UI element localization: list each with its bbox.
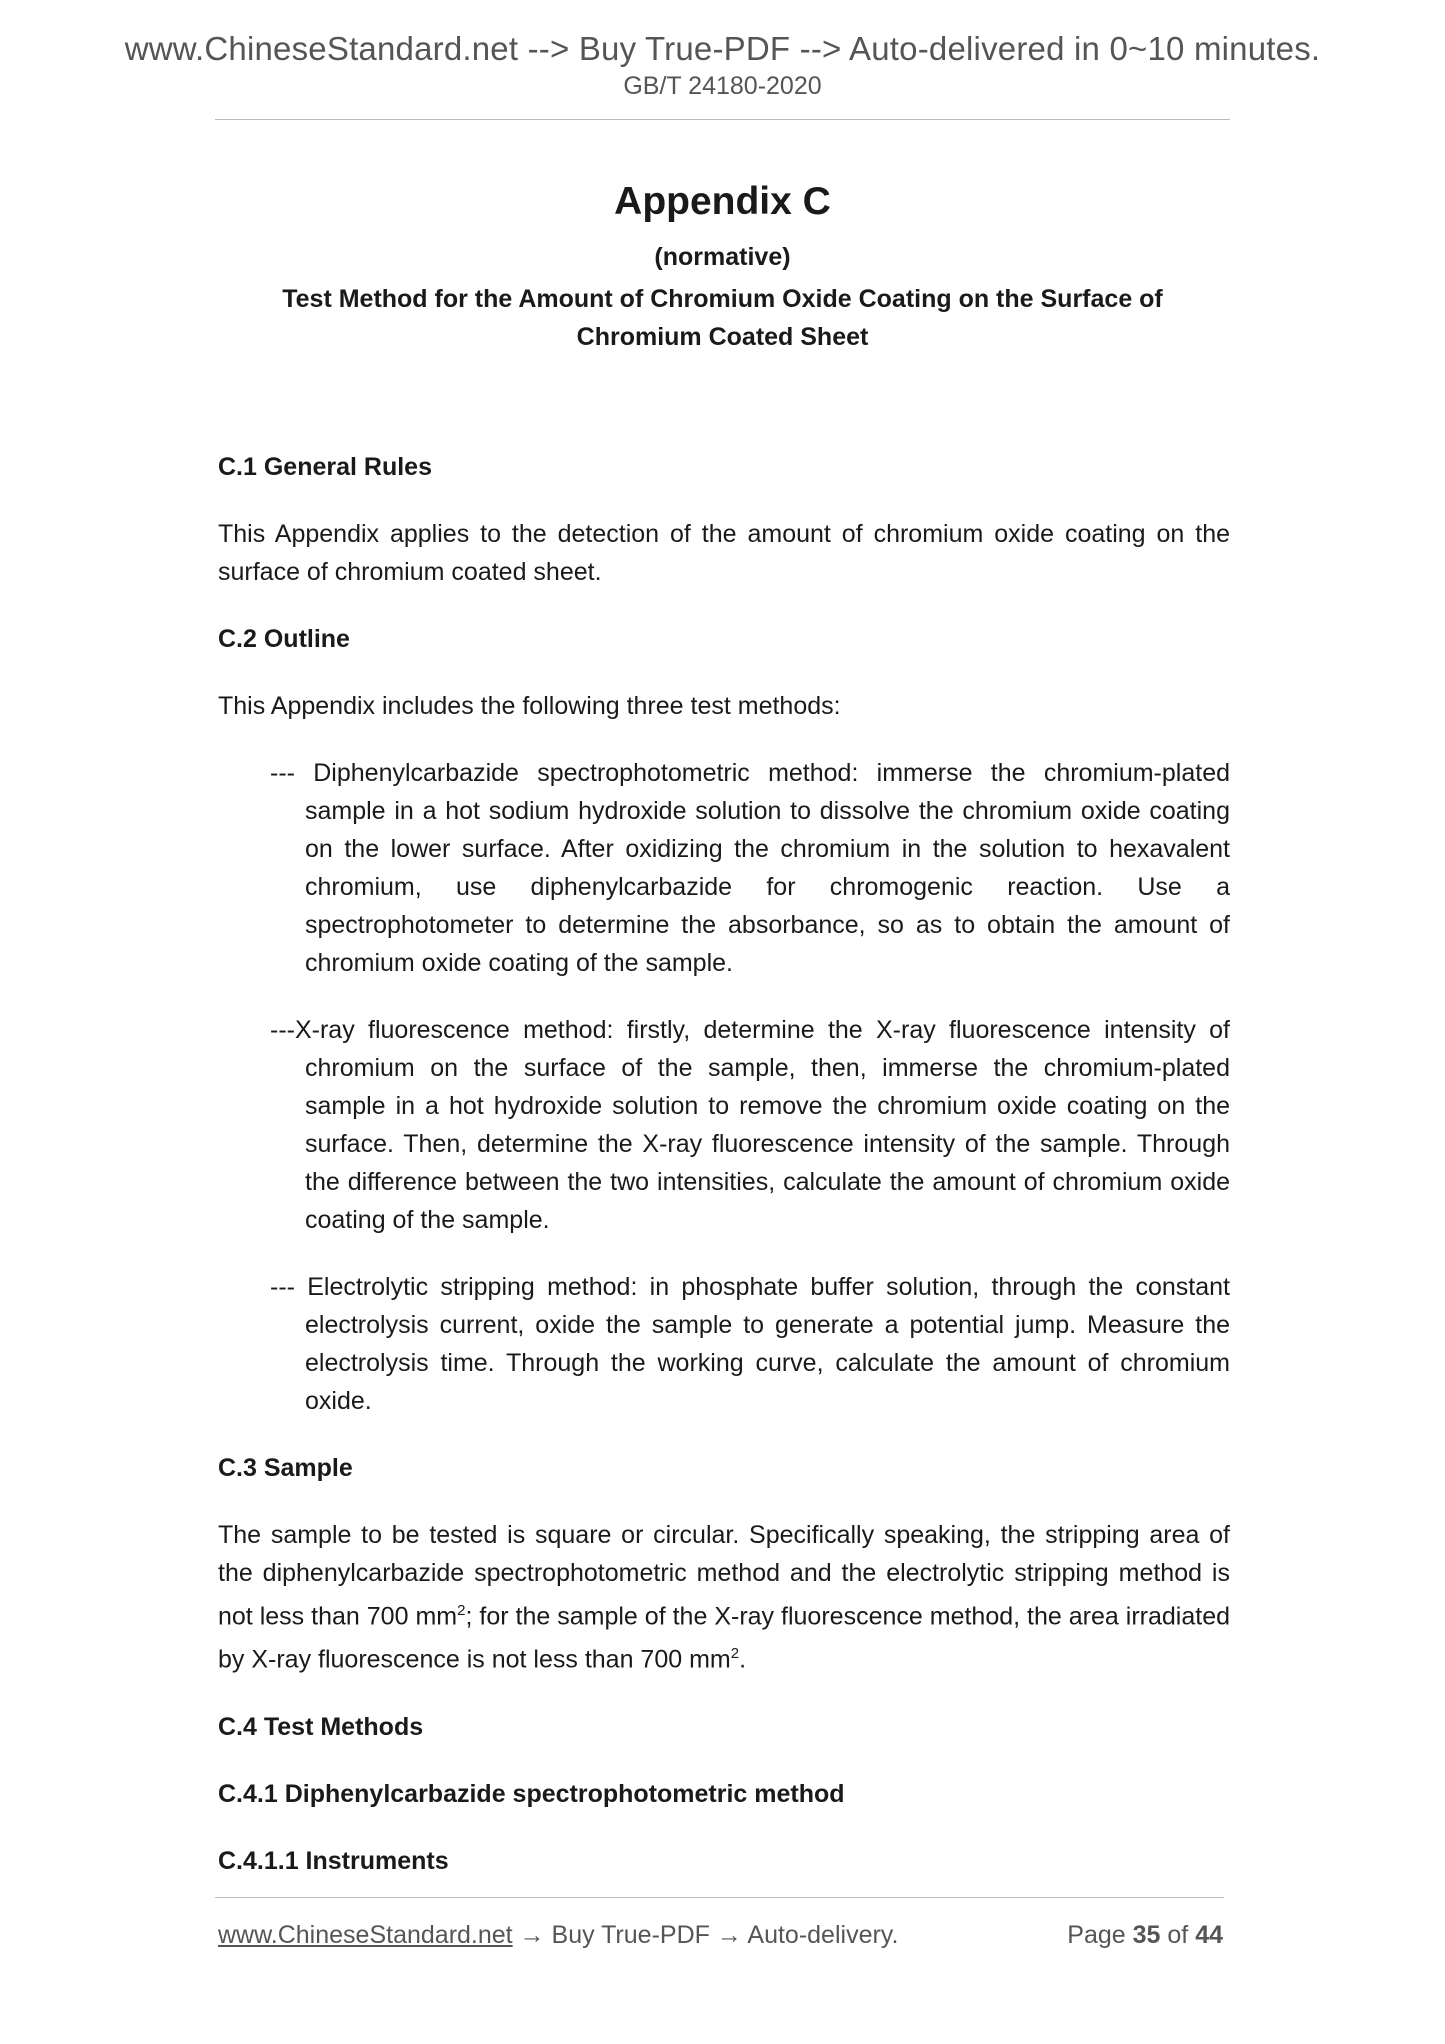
section-c1-heading: C.1 General Rules bbox=[218, 453, 432, 481]
superscript-2: 2 bbox=[457, 1602, 466, 1619]
c3-text-part-2: ; for the sample of the X-ray fluorescence method, the area irradiated by X-ray fluorescence is not less than 700 mm bbox=[218, 1602, 1230, 1674]
section-c411-heading: C.4.1.1 Instruments bbox=[218, 1846, 449, 1875]
normative-label: (normative) bbox=[654, 243, 791, 271]
page-number bbox=[1067, 1921, 1223, 1950]
footer-left bbox=[218, 1921, 898, 1950]
page-label: Page bbox=[1067, 1921, 1133, 1949]
list-item: ---X-ray fluorescence method: firstly, determine the X-ray fluorescence intensity of chromium on the surface of the sample, then, immerse the chromium-plated sample in a hot hydroxide solution to remove the chromium oxide coating on the surface. Then, determine the X-ray fluorescence intensity of the sample. Through the difference between the two intensities, calculate the amount of chromium oxide coating of the sample. bbox=[270, 1016, 1230, 1234]
footer-delivery-text: → Buy True-PDF → Auto-delivery. bbox=[512, 1921, 899, 1949]
section-c2-heading: C.2 Outline bbox=[218, 625, 350, 653]
c3-text-part-1: The sample to be tested is square or circular. Specifically speaking, the stripping area of the diphenylcarbazide spectrophotometric method and the electrolytic stripping method is not less than 700 mm bbox=[218, 1521, 1230, 1631]
footer-site-link[interactable]: www.ChineseStandard.net bbox=[218, 1921, 513, 1949]
list-item: --- Electrolytic stripping method: in phosphate buffer solution, through the constant electrolysis current, oxide the sample to generate a potential jump. Measure the electrolysis time. Through the working curve, calculate the amount of chromium oxide. bbox=[270, 1273, 1230, 1415]
c3-text-part-3: . bbox=[739, 1645, 747, 1674]
superscript-2: 2 bbox=[730, 1645, 740, 1663]
subtitle-line-2: Chromium Coated Sheet bbox=[576, 323, 869, 351]
footer-divider bbox=[215, 1897, 1224, 1898]
subtitle-line-1: Test Method for the Amount of Chromium Oxide Coating on the Surface of bbox=[282, 285, 1163, 313]
section-c2-intro: This Appendix includes the following three test methods: bbox=[218, 692, 841, 720]
document-body bbox=[218, 448, 1230, 1880]
section-c1-text: This Appendix applies to the detection of the amount of chromium oxide coating on the surface of chromium coated sheet. bbox=[218, 520, 1230, 586]
page-current: 35 bbox=[1132, 1921, 1161, 1949]
top-banner: www.ChineseStandard.net --> Buy True-PDF --> Auto-delivered in 0~10 minutes. bbox=[124, 30, 1321, 67]
of-label: of bbox=[1160, 1921, 1196, 1949]
header-divider bbox=[215, 119, 1230, 120]
section-c3-text bbox=[218, 1516, 1230, 1679]
appendix-subtitle bbox=[0, 280, 1445, 356]
section-c4-heading: C.4 Test Methods bbox=[218, 1712, 424, 1741]
section-c41-heading: C.4.1 Diphenylcarbazide spectrophotometric method bbox=[218, 1779, 845, 1808]
standard-code: GB/T 24180-2020 bbox=[623, 72, 822, 100]
section-c3-heading: C.3 Sample bbox=[218, 1454, 353, 1482]
appendix-title: Appendix C bbox=[614, 180, 831, 223]
list-item: --- Diphenylcarbazide spectrophotometric method: immerse the chromium-plated sample in a hot sodium hydroxide solution to dissolve the chromium oxide coating on the lower surface. After oxidizing the chromium in the solution to hexavalent chromium, use diphenylcarbazide for chromogenic reaction. Use a spectrophotometer to determine the absorbance, so as to obtain the amount of chromium oxide coating of the sample. bbox=[270, 759, 1230, 977]
page-total: 44 bbox=[1195, 1921, 1223, 1949]
